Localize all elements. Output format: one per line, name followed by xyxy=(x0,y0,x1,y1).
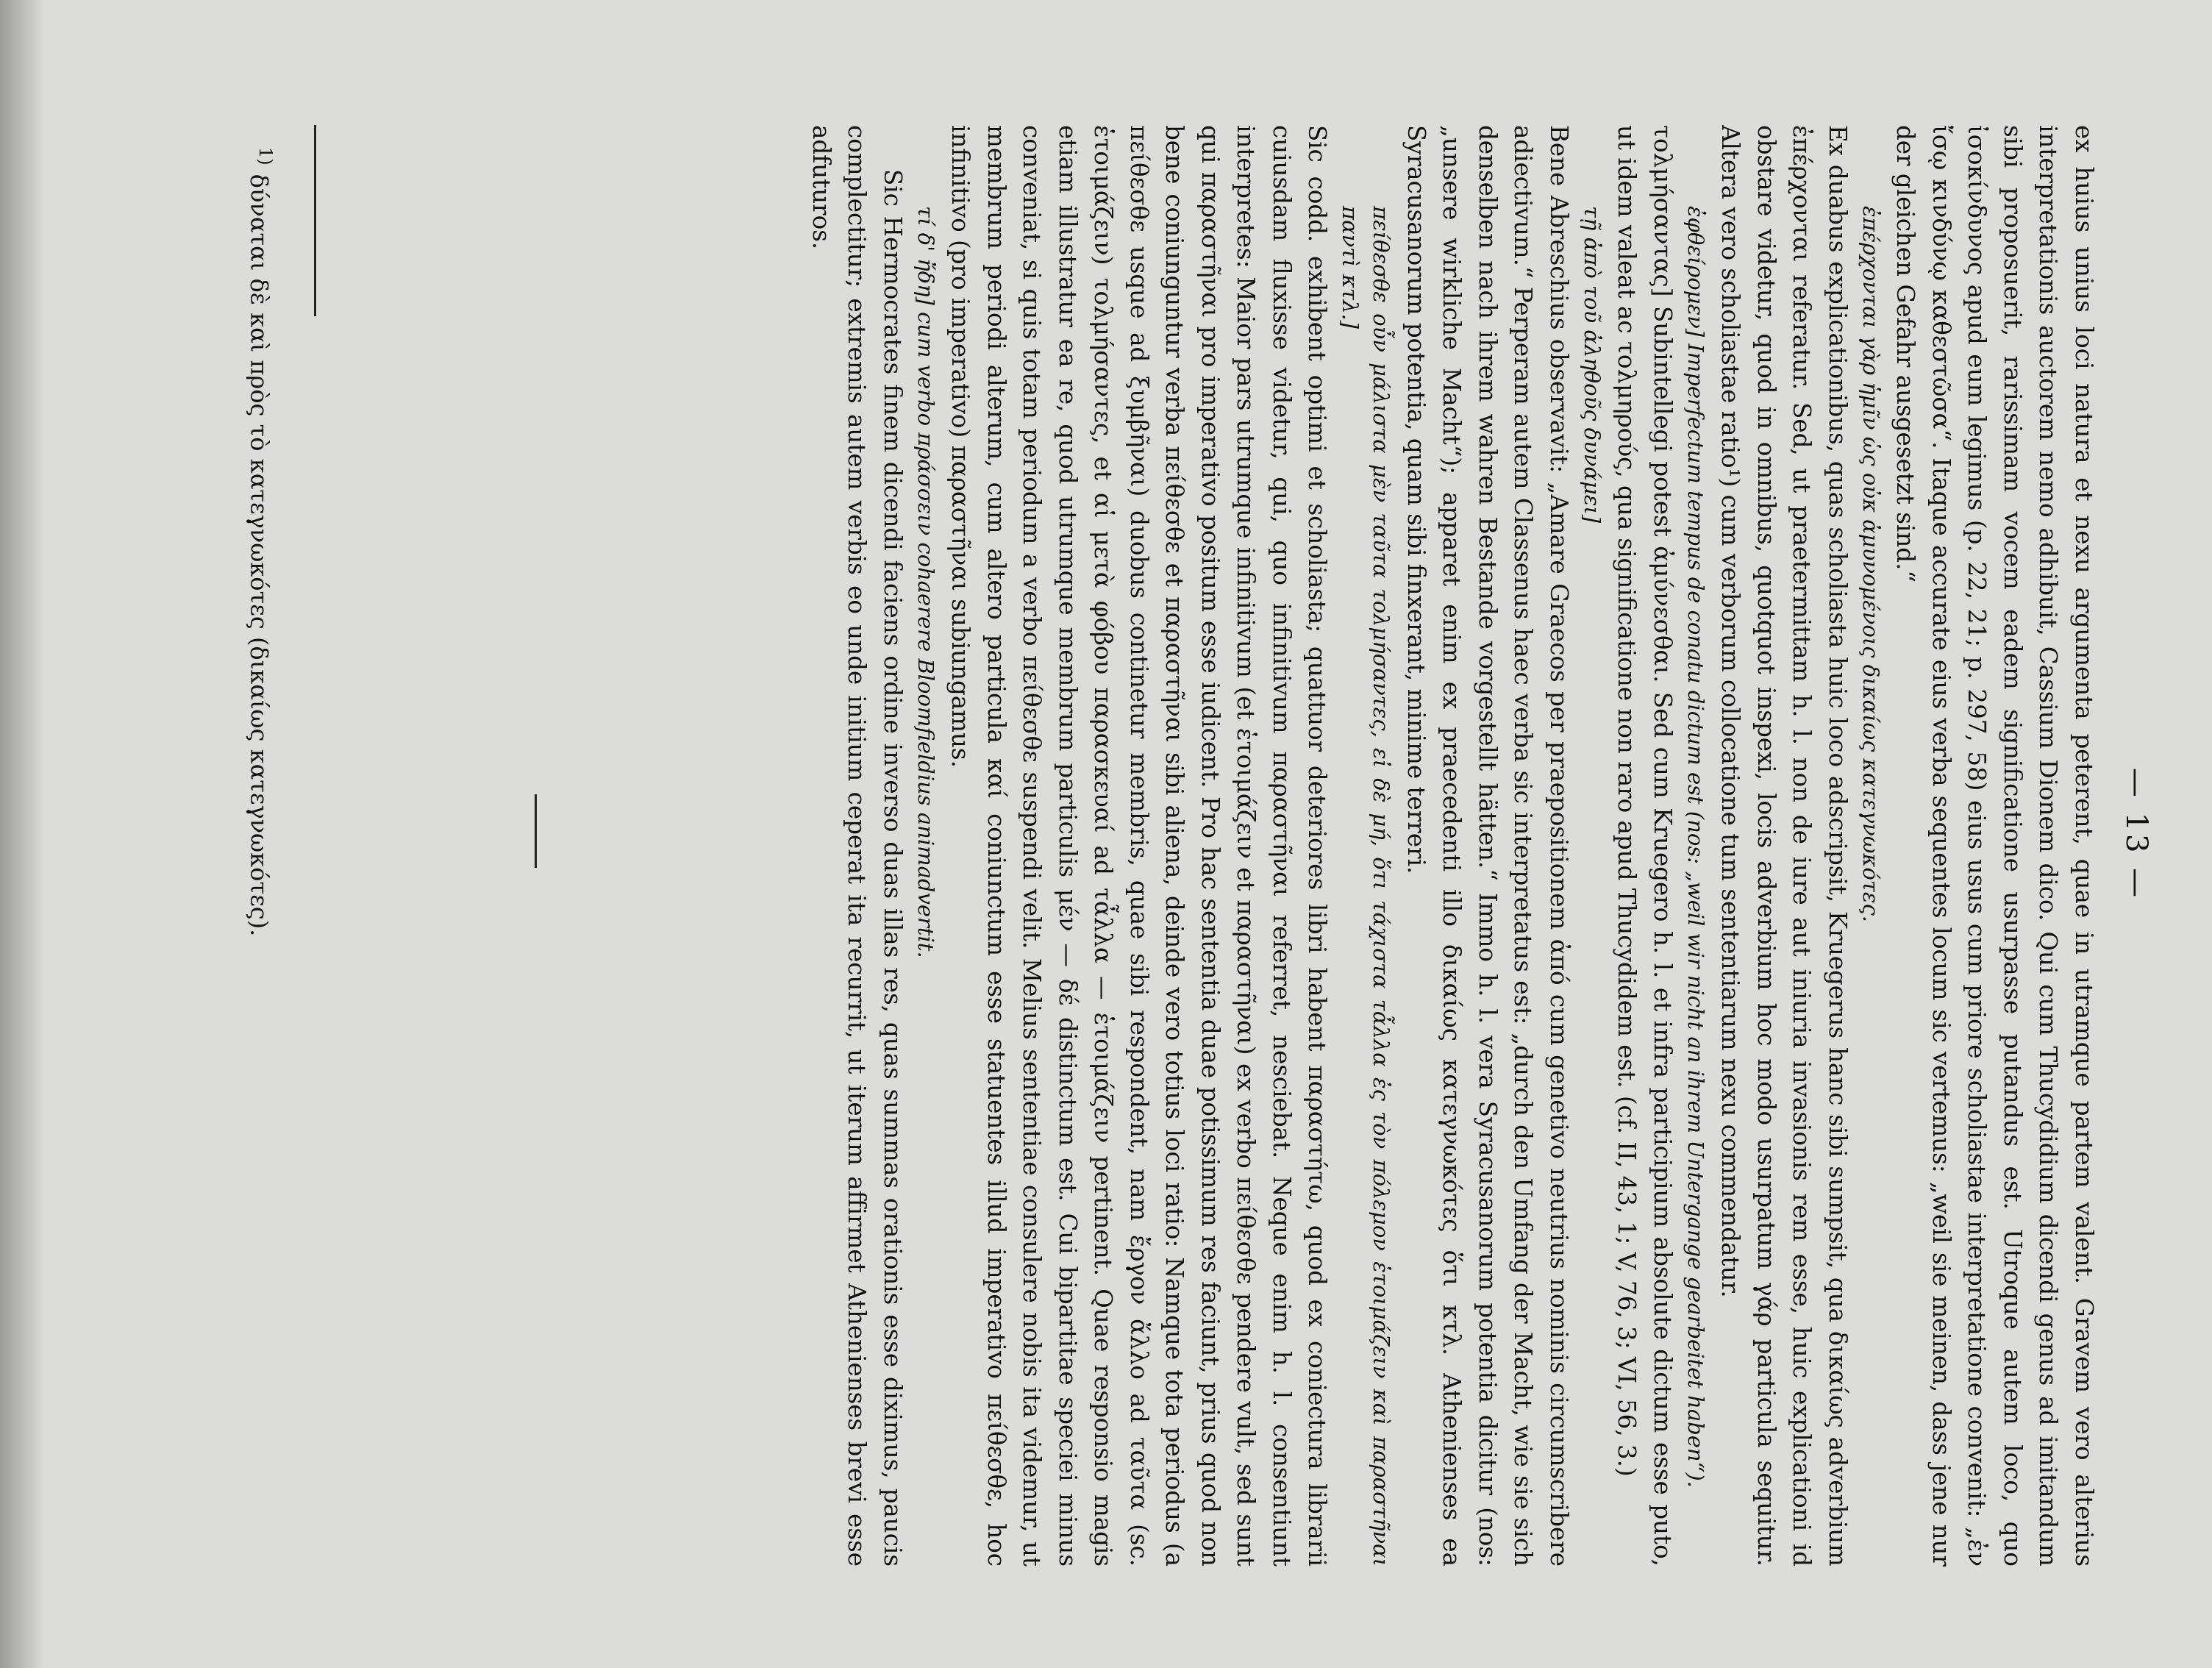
lemma: ἐφθείρομεν] Imperfectum tempus de conatu dictum est (nos: „weil wir nicht an ihrem Untergange gearbeitet haben“). xyxy=(1683,206,1708,1488)
paragraph: Bene Abreschius observavit: „Amare Graecos per praepositionem ἀπό cum genetivo neutrius nominis circumscribere adiectivum.“ Perperam autem Classenus haec verba sic interpretatus est: „durch den Umfang der Macht, wie sie sich denselben nach ihrem wahren Bestande vorgestellt hätten.“ Immo h. l. vera Syracusanorum potentia dicitur (nos: „unsere wirkliche Macht“); apparet enim ex praecedenti illo δικαίως κατεγνωκότες ὅτι κτλ. Athenienses ea Syracusanorum potentia, quam sibi finxerant, minime terreri. xyxy=(1402,125,1573,1567)
paragraph: Ex duabus explicationibus, quas scholiasta huic loco adscripsit, Kruegerus hanc sibi sumpsit, qua δικαίως adverbium ἐπέρχονται referatur. Sed, ut praetermittam h. l. non de iure aut iniuria invasionis rem esse, huic explicationi id obstare videtur, quod in omnibus, quotquot inspexi, locis adverbium hoc modo usurpatum γάρ particula sequitur. Altera vero scholiastae ratio¹) cum verborum collocatione tum sententiarum nexu commendatur. xyxy=(1716,125,1852,1567)
footnote-rule xyxy=(314,125,316,316)
lemma: ἐπέρχονται γὰρ ἡμῖν ὡς οὐκ ἀμυνομένοις δικαίως κατεγνωκότες. xyxy=(1858,206,1883,922)
paragraph: τολμήσαντας] Subintellegi potest ἀμύνεσθαι. Sed cum Kruegero h. l. et infra participium absolute dictum esse puto, ut idem valeat ac τολμηρούς, qua significatione non raro apud Thucydidem est. (cf. II, 43, 1; V, 76, 3; VI, 56, 3.) xyxy=(1613,125,1677,1567)
lemma: τῇ ἀπὸ τοῦ ἀληθοῦς δυνάμει] xyxy=(1580,206,1605,524)
lemma: πείθεσθε οὖν μάλιστα μὲν ταῦτα τολμήσαντες, εἰ δὲ μή, ὅτι τάχιστα τἆλλα ἐς τὸν πόλεμον ἑτοιμάζειν καὶ παραστῆναι παντὶ κτλ.] xyxy=(1338,206,1394,1567)
paragraph: ex huius unius loci natura et nexu argumenta peterent, quae in utramque partem valent. Gravem vero alterius interpretationis auctorem nemo adhibuit, Cassium Dionem dico. Qui cum Thucydidium dicendi genus ad imitandum sibi proposuerit, rarissimam vocem eadem significatione usurpasse putandus est. Utroque autem loco, quo ἰσοκίνδυνος apud eum legimus (p. 22, 21; p. 297, 58) eius usus cum priore scholiastae interpretatione convenit: „ἐν ἴσῳ κινδύνῳ καθεστῶσα“. Itaque accurate eius verba sequentes locum sic vertemus: „weil sie meinen, dass jene nur der gleichen Gefahr ausgesetzt sind.“ xyxy=(1891,125,2098,1567)
section-separator xyxy=(535,794,537,868)
page-number: — 13 — xyxy=(2119,767,2153,901)
footnote-mark: 1) xyxy=(255,147,276,165)
body-text xyxy=(804,125,2102,1567)
paragraph: Sic codd. exhibent optimi et scholiasta; quattuor deteriores libri habent παραστήτω, quod ex coniectura librarii cuiusdam fluxisse videtur, qui, quo infinitivum παραστῆναι referret, nesciebat. Neque enim h. l. consentiunt interpretes: Maior pars utrumque infinitivum (et ἑτοιμάζειν et παραστῆναι) ex verbo πείθεσθε pendere vult, sed sunt qui παραστῆναι pro imperativo positum esse iudicent. Pro hac sententia duae potissimum res faciunt, prius quod non bene coniunguntur verba πείθεσθε et παραστῆναι sibi aliena, deinde vero totius loci ratio: Namque tota periodus (a πείθεσθε usque ad ξυμβῆναι) duobus continetur membris, quae sibi respondent, nam ἔργον ἄλλο ad ταῦτα (sc. ἑτοιμάζειν) τολμήσαντες, et αἱ μετὰ φόβου παρασκευαί ad τἆλλα — ἑτοιμάζειν pertinent. Quae responsio magis etiam illustratur ea re, quod utrumque membrum particulis μέν — δέ distinctum est. Cui bipartitae speciei minus conveniat, si quis totam periodum a verbo πείθεσθε suspendi velit. Melius sententiae consulere nobis ita videmur, ut membrum periodi alterum, cum altero particula καί coniunctum esse statuentes illud imperativo πείθεσθε, hoc infinitivo (pro imperativo) παραστῆναι subiungamus. xyxy=(946,125,1332,1567)
footnote xyxy=(243,147,282,1544)
paragraph: Sic Hermocrates finem dicendi faciens ordine inverso duas illas res, quas summas orationis esse diximus, paucis complectitur; extremis autem verbis eo unde initium ceperat ita recurrit, ut iterum affirmet Athenienses brevi esse adfuturos. xyxy=(807,125,907,1567)
lemma: τί δ' ἤδη] cum verbo πράσσειν cohaerere Bloomfieldius animadvertit. xyxy=(913,206,938,958)
footnote-text: δύναται δὲ καὶ πρὸς τὸ κατεγνωκότες (δικαίως κατεγνωκότες). xyxy=(245,174,274,937)
